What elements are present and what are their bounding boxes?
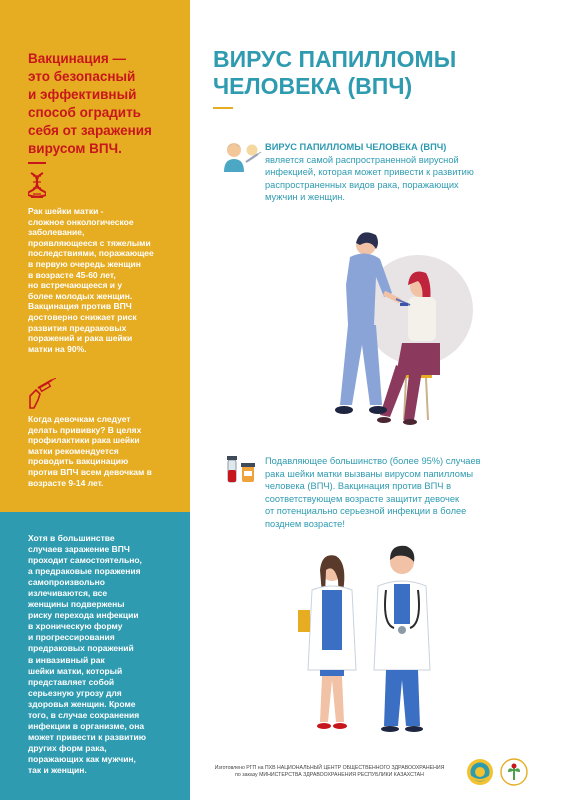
left-paragraph-infection-risk: Хотя в большинстве случаев заражение ВПЧ проходит самостоятельно, а предраковые поражения самопроизвольно излечиваются, все женщины подвержены риску перехода инфекции в хроническую форму и прогрессирования предраковых поражений в инвазивный рак шейки матки, который представляет собой серьезную угрозу для здоровья женщин. Кроме того, в случае сохранения инфекции в организме, она может привести к развитию других форм рака, поражающих как мужчин, так и женщин.: [28, 533, 147, 775]
vials-icon: [224, 452, 258, 486]
lead-statement: Вакцинация — это безопасный и эффективный способ оградить себя от заражения вирусом ВПЧ.: [28, 51, 152, 156]
health-center-logo: [500, 758, 528, 786]
left-paragraph-when-vaccinate: Когда девочкам следует делать прививку? В целях профилактики рака шейки матки рекомендуется проводить вакцинацию против ВПЧ всем девочкам в возрасте 9-14 лет.: [28, 414, 152, 488]
footer-credit: Изготовлено РГП на ПХВ НАЦИОНАЛЬНЫЙ ЦЕНТР ОБЩЕСТВЕННОГО ЗДРАВООХРАНЕНИЯ по заказу МИНИСТЕРСТВА ЗДРАВООХРАНЕНИЯ РЕСПУБЛИКИ КАЗАХСТАН: [214, 765, 445, 778]
vaccination-illustration: [300, 215, 480, 430]
page-title: ВИРУС ПАПИЛЛОМЫ ЧЕЛОВЕКА (ВПЧ): [213, 46, 457, 99]
cervical-cancer-hpv-paragraph: Подавляющее большинство (более 95%) случаев рака шейки матки вызваны вирусом папилломы человека (ВПЧ). Вакцинация против ВПЧ в соответствующем возрасте защитит девочек от потенциально серьезной инфекции в более позднем возрасте!: [265, 456, 481, 529]
title-underline: [213, 107, 233, 109]
hpv-intro-lead: ВИРУС ПАПИЛЛОМЫ ЧЕЛОВЕКА (ВПЧ): [265, 142, 447, 152]
hpv-intro-paragraph: [265, 141, 540, 204]
child-vaccine-icon: [222, 140, 262, 172]
ministry-emblem-logo: [466, 758, 494, 786]
doctors-illustration: [290, 540, 450, 735]
dna-icon: [28, 172, 46, 198]
lead-underline: [28, 162, 46, 164]
syringe-hand-icon: [28, 378, 58, 410]
left-paragraph-cervical-cancer: Рак шейки матки - сложное онкологическое заболевание, проявляющееся с тяжелыми последствиями, поражающее в первую очередь женщин в возрасте 45-60 лет, но встречающееся и у более молодых женщин. Вакцинация против ВПЧ достоверно снижает риск развития предраковых поражений и рака шейки матки на 90%.: [28, 206, 154, 354]
hpv-intro-rest: является самой распространенной вирусной инфекцией, которая может привести к развитию распространенных видов рака, поражающих мужчин и женщин.: [265, 154, 474, 202]
